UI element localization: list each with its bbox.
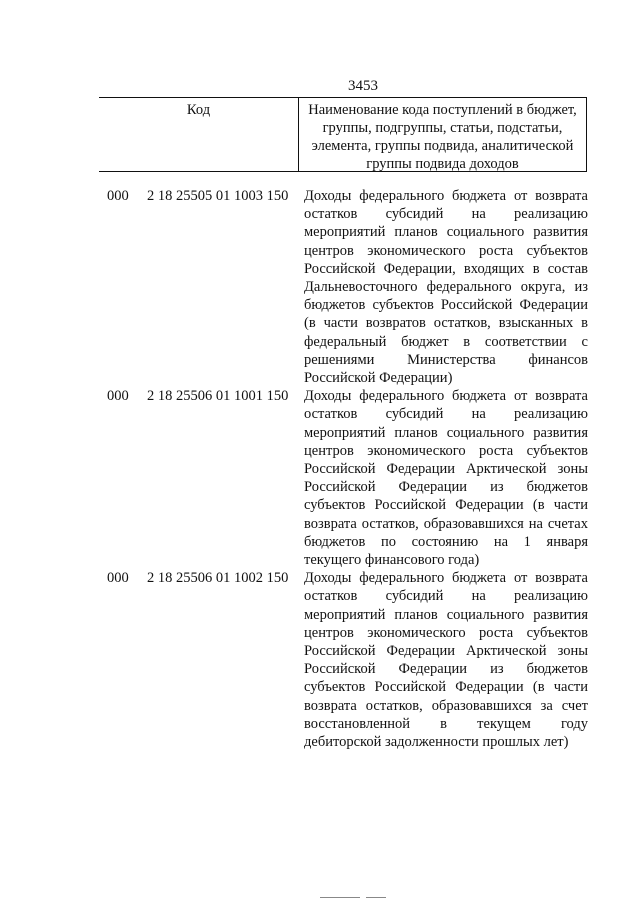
table-header [99,97,587,172]
footer-rule [366,897,386,898]
admin-code: 000 [107,388,129,405]
revenue-code: 2 18 25505 01 1003 150 [147,188,289,204]
table-row [0,187,640,387]
header-name-column: Наименование кода поступлений в бюджет, группы, подгруппы, статьи, подстатьи, элемента, группы подвида, аналитической группы подвида доходов [299,98,587,171]
table-row [0,387,640,569]
header-code-column: Код [99,98,299,171]
revenue-code: 2 18 25506 01 1002 150 [147,570,289,587]
footer-rule [320,897,360,898]
revenue-description: Доходы федерального бюджета от возврата остатков субсидий на реализацию мероприятий планов социального развития центров экономического роста субъектов Российской Федерации Арктической зоны Российской Федерации из бюджетов субъектов Российской Федерации (в части возврата остатков, образовавшихся на счетах бюджетов по состоянию на 1 января текущего финансового года) [304,388,588,569]
revenue-description: Доходы федерального бюджета от возврата остатков субсидий на реализацию мероприятий планов социального развития центров экономического роста субъектов Российской Федерации, входящих в состав Дальневосточного федерального округа, из бюджетов субъектов Российской Федерации (в части возвратов остатков, взысканных в федеральный бюджет в соответствии с решениями Министерства финансов Российской Федерации) [304,188,588,387]
admin-code: 000 [107,188,129,204]
page-number: 3453 [348,78,378,94]
table-row [0,569,640,751]
revenue-code: 2 18 25506 01 1001 150 [147,388,289,405]
admin-code: 000 [107,570,129,587]
table-body [0,187,640,751]
revenue-description: Доходы федерального бюджета от возврата остатков субсидий на реализацию мероприятий планов социального развития центров экономического роста субъектов Российской Федерации Арктической зоны Российской Федерации из бюджетов субъектов Российской Федерации (в части возврата остатков, образовавшихся за счет восстановленной в текущем году дебиторской задолженности прошлых лет) [304,570,588,751]
